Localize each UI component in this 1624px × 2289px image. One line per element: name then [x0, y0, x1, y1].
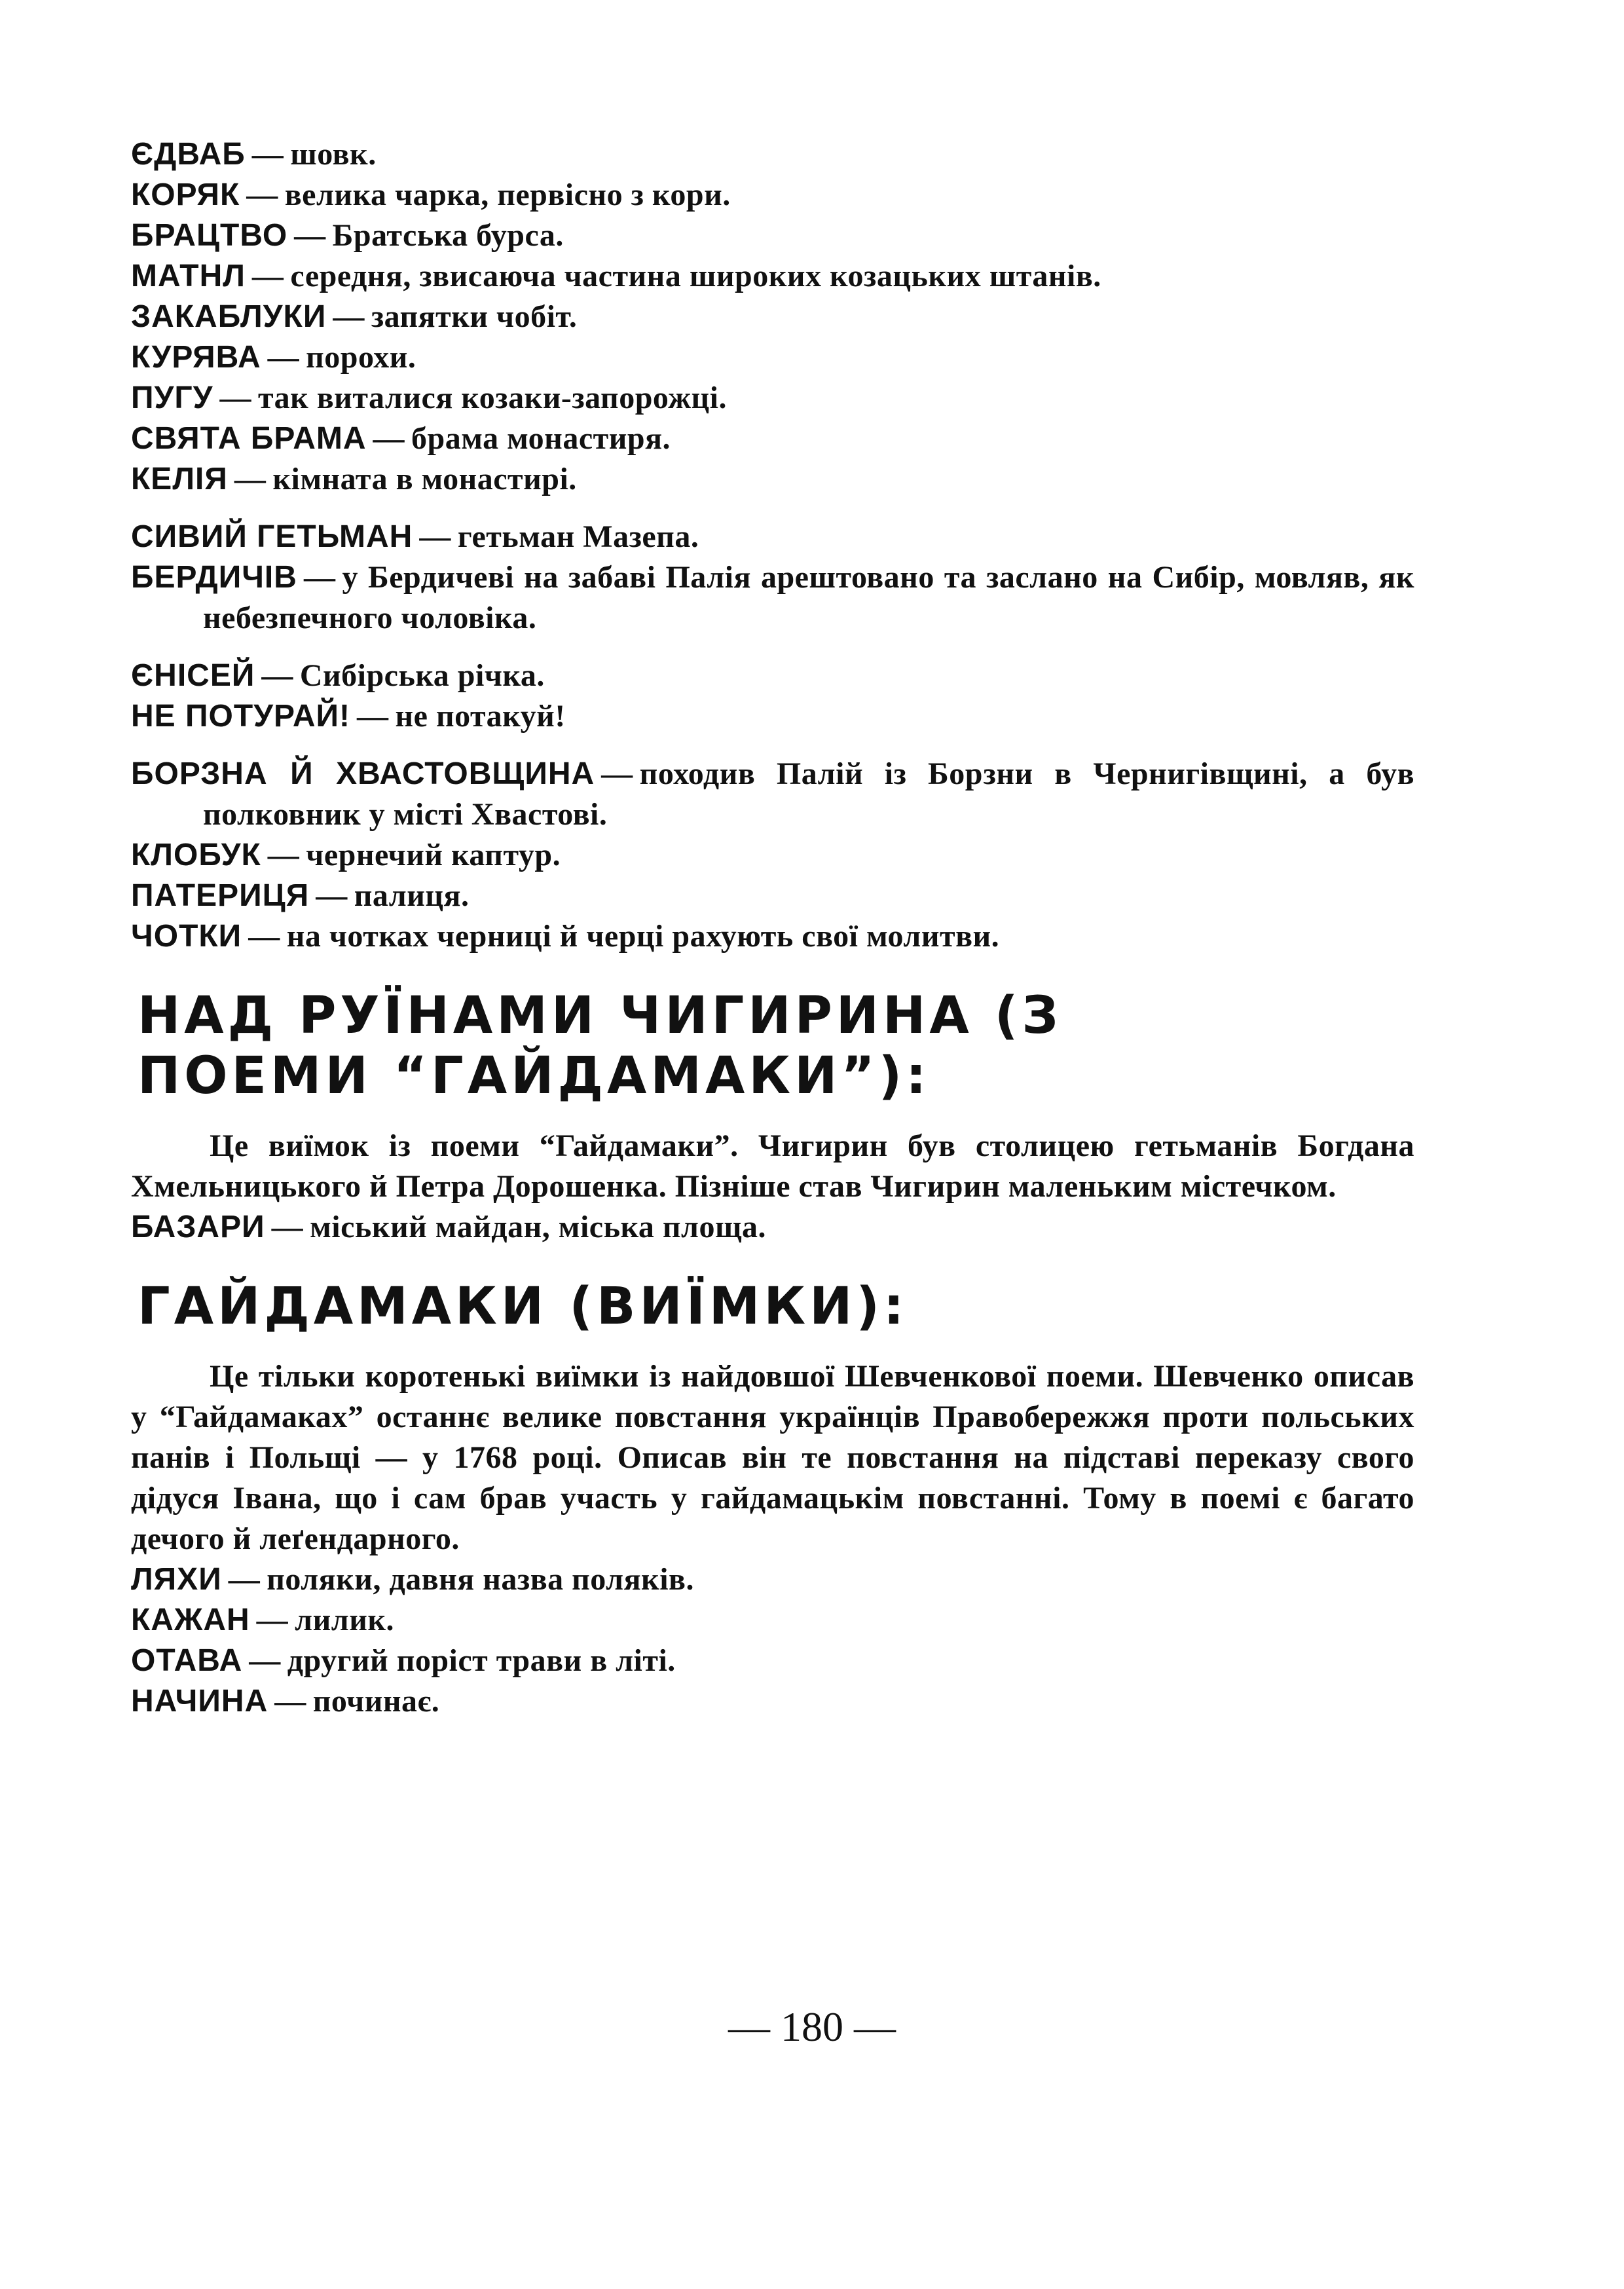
entry-definition: у Бердичеві на забаві Палія арештовано та заслано на Сибір, мовляв, як небезпечного чоловіка. [203, 560, 1414, 635]
section-title-haidamaky: ГАЙДАМАКИ (ВИЇМКИ): [138, 1277, 908, 1336]
entry-term: БОРЗНА Й ХВАСТОВЩИНА [131, 756, 595, 791]
glossary-entry [131, 215, 1414, 256]
glossary-entry [131, 557, 1414, 639]
entry-term: ЛЯХИ [131, 1562, 222, 1597]
glossary-entry [131, 337, 1414, 378]
glossary-entry [131, 696, 1414, 737]
glossary-entry [131, 916, 1414, 957]
entry-term: ПУГУ [131, 381, 213, 415]
entry-dash: — [219, 381, 251, 415]
entry-dash: — [246, 177, 278, 212]
entry-definition: так виталися козаки-запорожці. [257, 381, 727, 415]
entry-dash: — [419, 519, 451, 554]
glossary-group-1 [131, 134, 1414, 500]
glossary-entry [131, 1641, 1414, 1681]
entry-term: МАТНЛ [131, 259, 246, 293]
entry-dash: — [261, 658, 293, 693]
entry-definition: палиця. [354, 878, 470, 913]
entry-definition: чернечий каптур. [306, 838, 561, 872]
section-intro-haidamaky: Це тільки коротенькі виїмки із найдовшої Шевченкової поеми. Шевченко описав у “Гайдамаках” останнє велике повстання українців Правобережжя проти польських панів і Польщі — у 1768 році. Описав він те повстання на підставі переказу свого дідуся Івана, що і сам брав участь у гайдамацькім повстанні. Тому в поемі є багато дечого й леґендарного. [131, 1359, 1414, 1556]
entry-term: КЕЛІЯ [131, 462, 228, 496]
entry-definition: не потакуй! [395, 699, 566, 734]
entry-term: КОРЯК [131, 177, 240, 212]
glossary-entry [131, 1559, 1414, 1600]
entry-dash: — [271, 1210, 304, 1244]
entry-definition: поляки, давня назва поляків. [267, 1562, 694, 1597]
entry-dash: — [249, 1643, 281, 1678]
entry-definition: на чотках черниці й черці рахують свої молитви. [286, 919, 1000, 954]
entry-definition: Сибірська річка. [299, 658, 545, 693]
section-intro-chyhyryn: Це виїмок із поеми “Гайдамаки”. Чигирин був столицею гетьманів Богдана Хмельницького й Петра Дорошенка. Пізніше став Чигирин маленьким містечком. [131, 1128, 1414, 1204]
entry-term: СИВИЙ ГЕТЬМАН [131, 519, 413, 554]
glossary-entry [131, 297, 1414, 337]
page-body [131, 134, 1414, 1722]
entry-dash: — [234, 462, 267, 496]
entry-dash: — [251, 259, 284, 293]
page-number: — 180 — [728, 2003, 896, 2050]
entry-definition: шовк. [290, 137, 377, 172]
glossary-entry [131, 1681, 1414, 1722]
group-spacer [131, 500, 1414, 517]
glossary-group-3 [131, 656, 1414, 737]
entry-term: КУРЯВА [131, 340, 261, 375]
entry-dash: — [333, 299, 365, 334]
glossary-entry [131, 256, 1414, 297]
entry-definition: велика чарка, первісно з кори. [284, 177, 731, 212]
entry-definition: середня, звисаюча частина широких козацьких штанів. [290, 259, 1101, 293]
entry-definition: другий поріст трави в літі. [287, 1643, 676, 1678]
glossary-entry [131, 134, 1414, 175]
entry-term: ЗАКАБЛУКИ [131, 299, 327, 334]
entry-definition: порохи. [306, 340, 416, 375]
group-spacer [131, 737, 1414, 754]
entry-definition: брама монастиря. [411, 421, 671, 456]
entry-term: ЄДВАБ [131, 137, 246, 172]
glossary-entry [131, 419, 1414, 459]
glossary-group-4 [131, 754, 1414, 957]
entry-dash: — [228, 1562, 261, 1597]
entry-definition: Братська бурса. [332, 218, 564, 253]
entry-definition: походив Палій із Борзни в Чернигівщині, а був полковник у місті Хвастові. [203, 756, 1414, 832]
entry-term: КАЖАН [131, 1603, 250, 1637]
entry-dash: — [303, 560, 336, 595]
entry-term: ЧОТКИ [131, 919, 242, 954]
glossary-entry [131, 876, 1414, 916]
entry-term: БАЗАРИ [131, 1210, 265, 1244]
entry-definition: починає. [312, 1684, 440, 1719]
entry-dash: — [248, 919, 280, 954]
glossary-entry [131, 1600, 1414, 1641]
entry-term: КЛОБУК [131, 838, 261, 872]
entry-term: СВЯТА БРАМА [131, 421, 367, 456]
glossary-entry [131, 378, 1414, 419]
glossary-group-2 [131, 517, 1414, 639]
glossary-entry [131, 1207, 1414, 1248]
entry-dash: — [274, 1684, 306, 1719]
entry-definition: міський майдан, міська площа. [310, 1210, 766, 1244]
entry-term: ЄНІСЕЙ [131, 658, 255, 693]
glossary-entry [131, 459, 1414, 500]
glossary-entry [131, 754, 1414, 835]
entry-dash: — [316, 878, 348, 913]
entry-term: БЕРДИЧІВ [131, 560, 297, 595]
entry-term: НАЧИНА [131, 1684, 268, 1719]
entry-dash: — [294, 218, 326, 253]
glossary-entry [131, 517, 1414, 557]
glossary-entry [131, 175, 1414, 215]
entry-dash: — [267, 340, 300, 375]
glossary-entry [131, 835, 1414, 876]
entry-definition: кімната в монастирі. [272, 462, 577, 496]
entry-term: НЕ ПОТУРАЙ! [131, 699, 350, 734]
entry-term: ПАТЕРИЦЯ [131, 878, 310, 913]
entry-dash: — [601, 756, 633, 791]
entry-dash: — [356, 699, 389, 734]
group-spacer [131, 639, 1414, 656]
entry-definition: лилик. [295, 1603, 394, 1637]
entry-definition: запятки чобіт. [371, 299, 578, 334]
entry-term: ОТАВА [131, 1643, 243, 1678]
glossary-entry [131, 656, 1414, 696]
section-title-chyhyryn: НАД РУЇНАМИ ЧИГИРИНА (З ПОЕМИ “ГАЙДАМАКИ”): [138, 986, 1062, 1106]
entry-dash: — [256, 1603, 289, 1637]
entry-definition: гетьман Мазепа. [457, 519, 699, 554]
entry-dash: — [251, 137, 284, 172]
entry-dash: — [267, 838, 300, 872]
entry-term: БРАЦТВО [131, 218, 288, 253]
entry-dash: — [373, 421, 405, 456]
